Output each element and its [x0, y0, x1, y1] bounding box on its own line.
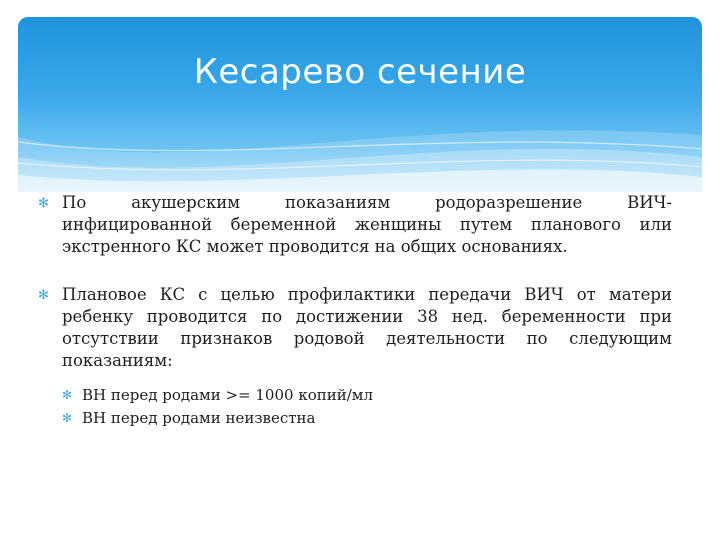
- wave-decoration: [18, 17, 702, 192]
- asterisk-icon: ✻: [62, 411, 73, 425]
- asterisk-icon: ✻: [38, 196, 49, 211]
- word: показаниям: [285, 193, 391, 212]
- word: акушерским: [131, 193, 241, 212]
- bullet-item: [38, 192, 672, 258]
- slide-content: [38, 192, 672, 430]
- header-banner: [18, 17, 702, 192]
- sub-item-text: ВН перед родами неизвестна: [82, 409, 316, 427]
- sub-list-item: [62, 384, 672, 407]
- word: родоразрешение: [435, 193, 583, 212]
- slide-title: Кесарево сечение: [193, 52, 527, 92]
- bullet-first-line: [62, 192, 672, 214]
- bullet-text: инфицированной беременной женщины путем планового или экстренного КС может проводится на общих основаниях.: [62, 215, 672, 256]
- sub-item-text: ВН перед родами >= 1000 копий/мл: [82, 386, 373, 404]
- sub-list: [62, 384, 672, 430]
- bullet-item: [38, 284, 672, 372]
- sub-list-item: [62, 407, 672, 430]
- bullet-text: Плановое КС с целью профилактики передачи ВИЧ от матери ребенку проводится по достижении 38 нед. беременности при отсутствии признаков родовой деятельности по следующим показаниям:: [62, 285, 672, 370]
- word: По: [62, 193, 87, 212]
- word: ВИЧ-: [627, 193, 672, 212]
- asterisk-icon: ✻: [62, 388, 73, 402]
- asterisk-icon: ✻: [38, 288, 49, 303]
